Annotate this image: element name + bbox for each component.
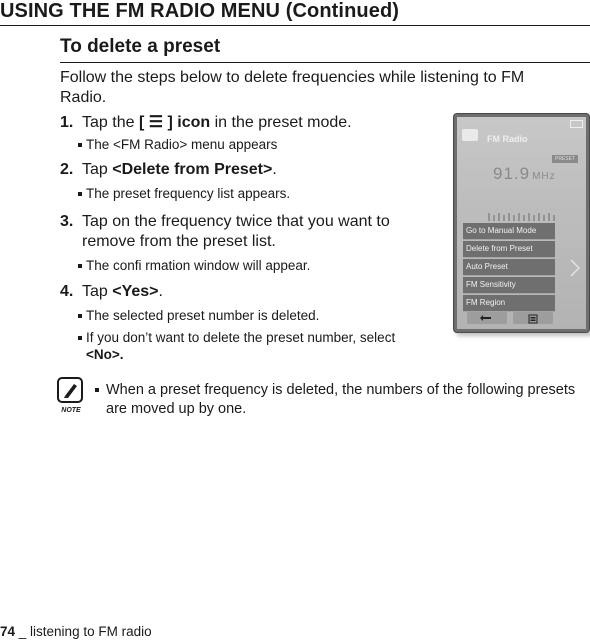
menu-icon[interactable] [513,312,553,324]
menu-item-fm-region[interactable]: FM Region [463,295,555,312]
step-1-note: The <FM Radio> menu appears [86,136,277,154]
intro-text: Follow the steps below to delete frequencies while listening to FM Radio. [60,69,525,106]
note-pencil-icon [56,376,86,414]
step-text-line-2: remove from the preset list. [82,233,276,250]
menu-item-delete-from-preset[interactable]: Delete from Preset [463,241,555,258]
preset-tag: PRESET [552,155,578,163]
step-2-note: The preset frequency list appears. [86,185,290,203]
menu-item-manual-mode[interactable]: Go to Manual Mode [463,223,555,240]
device-screen [457,117,586,329]
page-number: 74 [0,624,16,639]
page-header-title: USING THE FM RADIO MENU (Continued) [0,0,400,22]
bullet-icon [78,336,82,340]
bullet-icon [78,143,82,147]
step-4-note-1: The selected preset number is deleted. [86,307,319,325]
step-4-note-2-cont: <No>. [86,347,124,362]
device-illustration [453,113,590,333]
step-text-line-1: Tap on the frequency twice that you want to [82,213,390,230]
device-app-title: FM Radio [487,134,528,144]
back-arrow-icon[interactable] [467,312,507,324]
device-menu [463,223,555,313]
section-title: To delete a preset [60,36,221,57]
note-text: When a preset frequency is deleted, the numbers of the following presets are moved up by one. [106,381,586,419]
frequency-display: 91.9 MHz [493,164,556,183]
note-label: NOTE [61,407,81,414]
step-text: Tap <Delete from Preset>. [82,161,277,178]
page-footer [0,624,152,639]
step-number: 3. [60,213,74,230]
step-number: 2. [60,161,74,178]
step-text: Tap the [ ☰ ] icon in the preset mode. [82,114,352,131]
device-status-bar [457,117,586,131]
bullet-icon [95,388,99,392]
tuning-scale-icon [487,211,557,223]
chevron-right-icon[interactable] [570,259,580,277]
step-number: 4. [60,283,74,300]
menu-item-fm-sensitivity[interactable]: FM Sensitivity [463,277,555,294]
step-number: 1. [60,114,74,131]
step-3-note: The confi rmation window will appear. [86,257,310,275]
header-rule [0,25,590,26]
step-text: Tap <Yes>. [82,283,163,300]
bullet-icon [78,264,82,268]
menu-item-auto-preset[interactable]: Auto Preset [463,259,555,276]
section-rule [60,62,590,63]
footer-text: _ listening to FM radio [15,624,152,639]
device-bottom-bar [465,312,555,324]
step-4-note-2: If you don’t want to delete the preset number, select [86,329,395,347]
bullet-icon [78,314,82,318]
battery-icon [570,120,583,128]
bullet-icon [78,192,82,196]
